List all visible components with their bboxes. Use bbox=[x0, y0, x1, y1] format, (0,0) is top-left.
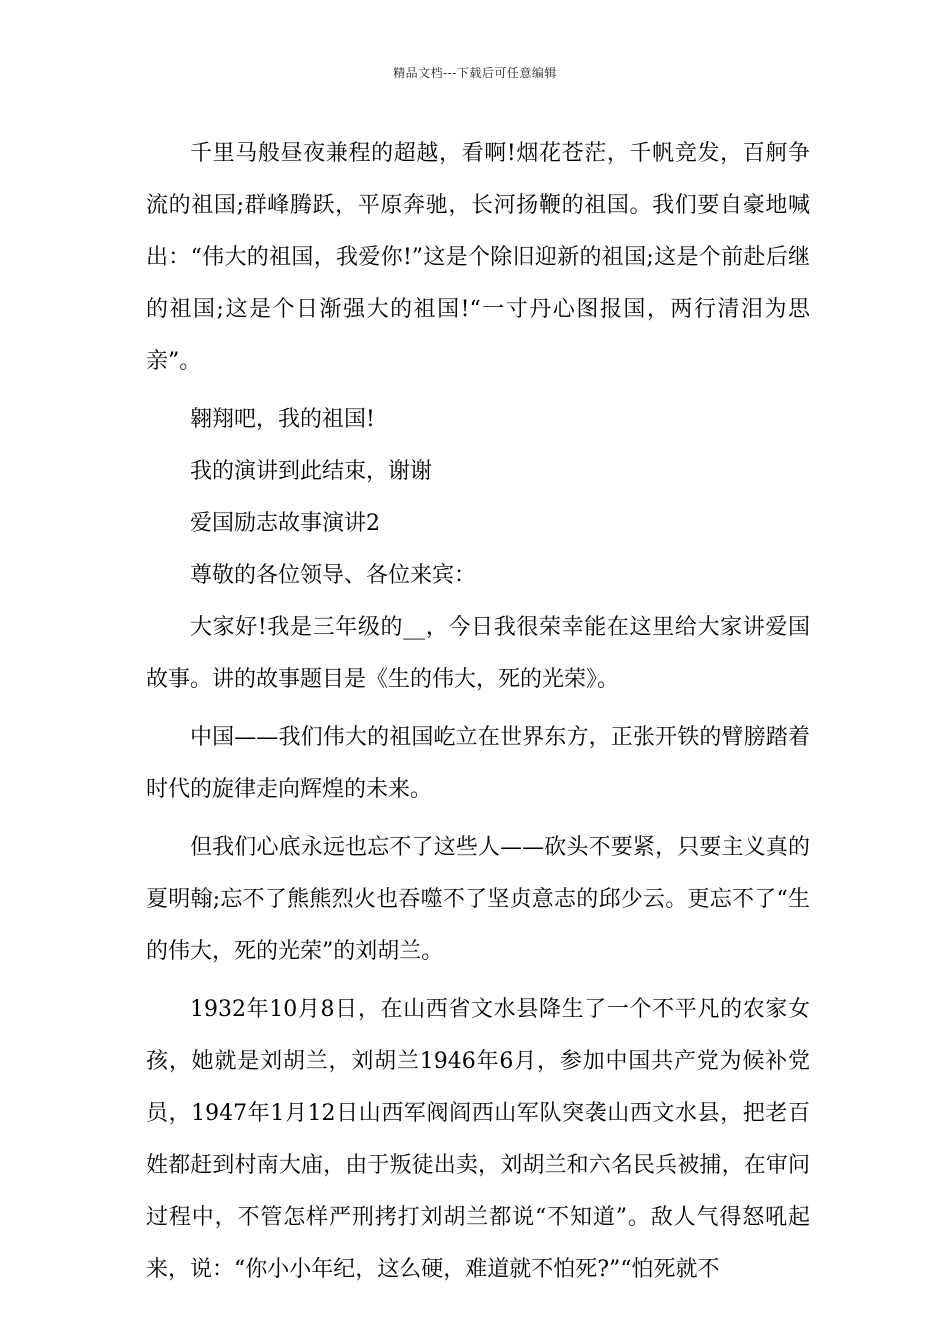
paragraph-1: 千里马般昼夜兼程的超越，看啊!烟花苍茫，千帆竞发，百舸争流的祖国;群峰腾跃，平原奔驰，长河扬鞭的祖国。我们要自豪地喊出：“伟大的祖国，我爱你!”这是个除旧迎新的祖国;这是个前赴后继的祖国;这是个日渐强大的祖国!“一寸丹心图报国，两行清泪为思亲”。 bbox=[146, 141, 810, 374]
document-body bbox=[146, 128, 810, 1302]
salutation: 尊敬的各位领导、各位来宾： bbox=[190, 563, 477, 588]
paragraph-3: 我的演讲到此结束，谢谢 bbox=[190, 459, 433, 484]
paragraph-9: 1932年10月8日，在山西省文水县降生了一个不平凡的农家女孩，她就是刘胡兰，刘胡兰1946年6月，参加中国共产党为候补党员，1947年1月12日山西军阀阎西山军队突袭山西文水县，把老百姓都赶到村南大庙，由于叛徒出卖，刘胡兰和六名民兵被捕，在审问过程中，不管怎样严刑拷打刘胡兰都说“不知道”。敌人气得怒吼起来，说：“你小小年纪，这么硬，难道就不怕死?”“怕死就不 bbox=[146, 997, 810, 1282]
paragraph-8: 但我们心底永远也忘不了这些人——砍头不要紧，只要主义真的夏明翰;忘不了熊熊烈火也吞噬不了坚贞意志的邱少云。更忘不了“生的伟大，死的光荣”的刘胡兰。 bbox=[146, 835, 810, 964]
paragraph-7: 中国——我们伟大的祖国屹立在世界东方，正张开铁的臂膀踏着时代的旋律走向辉煌的未来。 bbox=[146, 725, 810, 802]
section-title: 爱国励志故事演讲2 bbox=[190, 511, 380, 536]
page-header: 精品文档---下载后可任意编辑 bbox=[393, 66, 557, 80]
paragraph-2: 翱翔吧，我的祖国! bbox=[190, 407, 375, 432]
paragraph-6: 大家好!我是三年级的__，今日我很荣幸能在这里给大家讲爱国故事。讲的故事题目是《生的伟大，死的光荣》。 bbox=[146, 615, 810, 692]
